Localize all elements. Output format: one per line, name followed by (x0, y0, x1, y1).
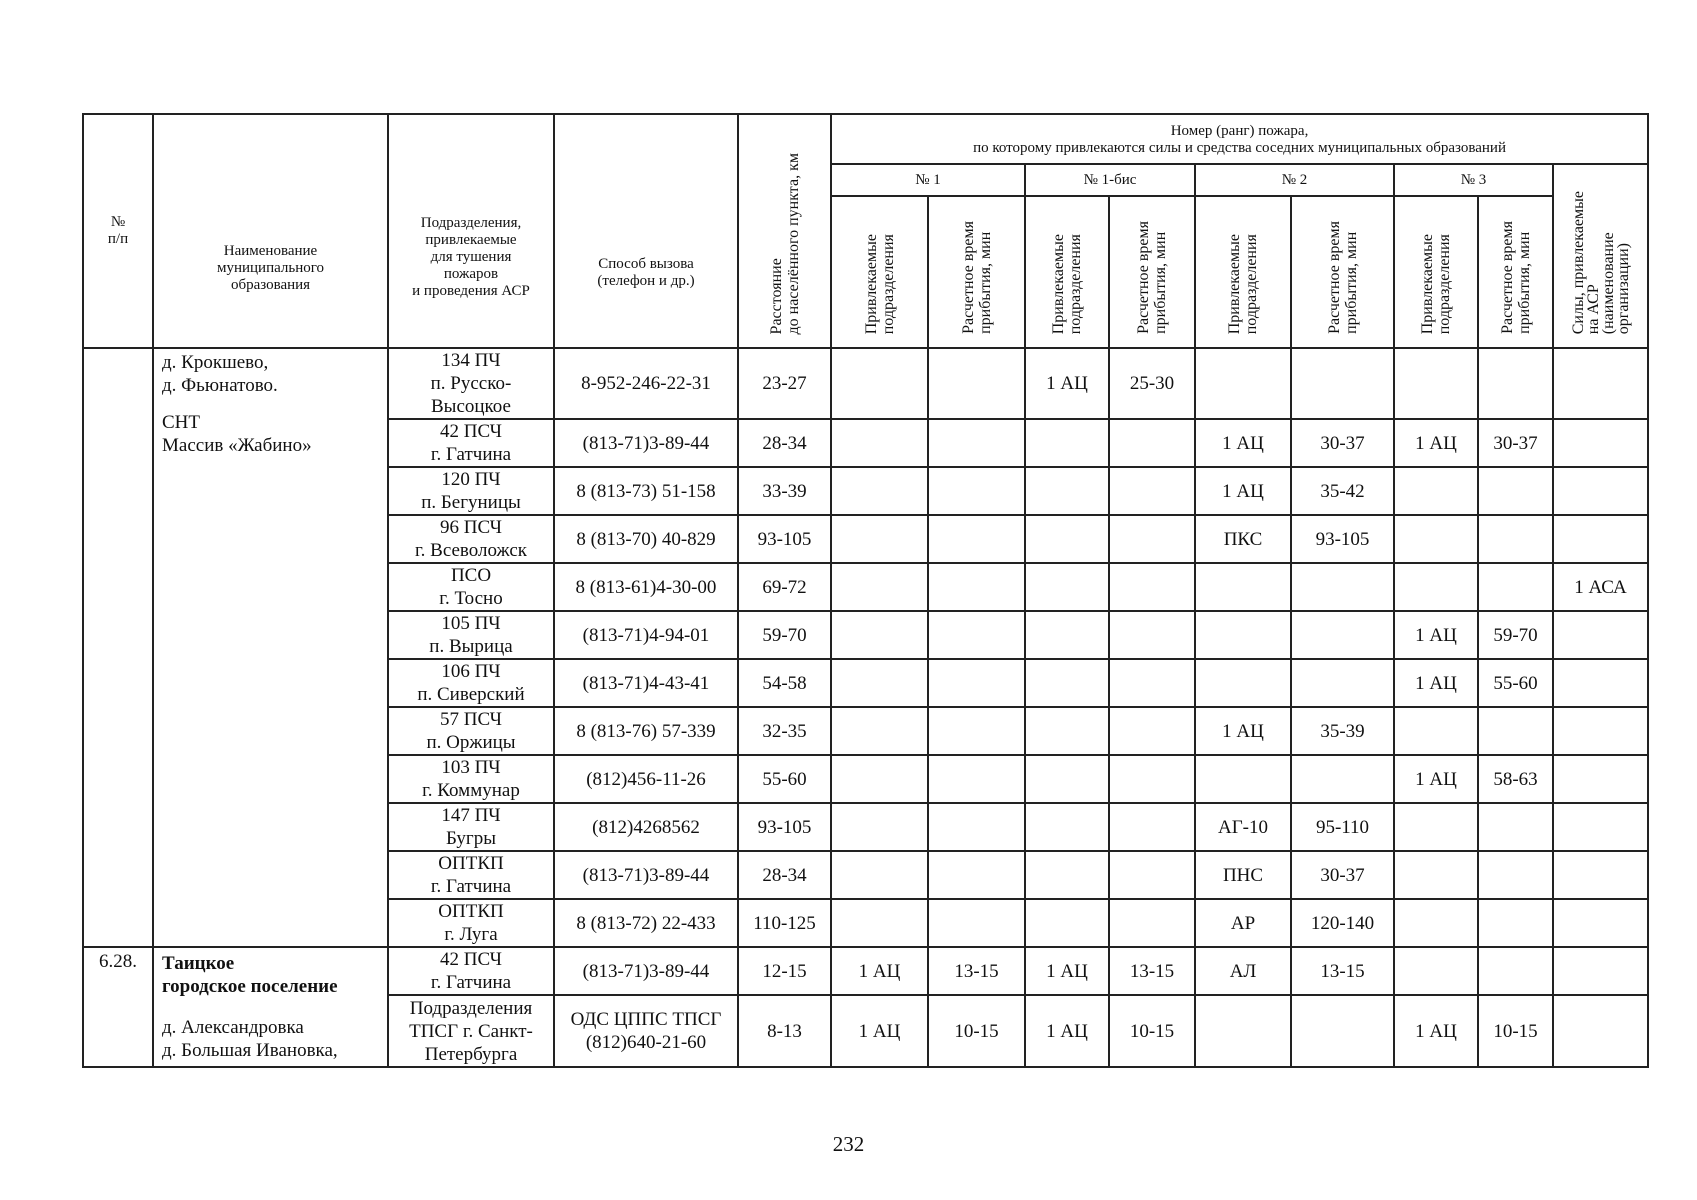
rank2-units-cell: ПКС (1195, 515, 1291, 563)
header-r2-units-label: Привлекаемые подразделения (1226, 233, 1260, 334)
rank1bis-time-cell (1109, 659, 1195, 707)
rank3-units-cell: 1 АЦ (1394, 755, 1478, 803)
header-r1bis-units (1025, 196, 1109, 348)
rank1-units-cell (831, 467, 928, 515)
rank1-units-cell: 1 АЦ (831, 995, 928, 1067)
rank1bis-time-cell (1109, 899, 1195, 947)
rank3-units-cell (1394, 563, 1478, 611)
rank1bis-units-cell (1025, 467, 1109, 515)
snt-name: СНТ Массив «Жабино» (162, 412, 312, 456)
rank2-time-cell: 35-42 (1291, 467, 1394, 515)
rank1-time-cell (928, 515, 1025, 563)
header-rank-2: № 2 (1195, 164, 1394, 196)
rank1-units-cell (831, 515, 928, 563)
rank2-units-cell: 1 АЦ (1195, 419, 1291, 467)
header-r1-units (831, 196, 928, 348)
header-distance-label: Расстояние до населённого пункта, км (767, 152, 802, 334)
asr-cell (1553, 611, 1648, 659)
asr-cell (1553, 851, 1648, 899)
header-asr (1553, 164, 1648, 348)
rank1bis-time-cell (1109, 515, 1195, 563)
rank1bis-time-cell (1109, 803, 1195, 851)
header-r2-time (1291, 196, 1394, 348)
rank1-time-cell (928, 899, 1025, 947)
phone-cell: (813-71)3-89-44 (554, 851, 738, 899)
header-municipality: Наименование муниципального образования (153, 114, 388, 348)
rank1bis-time-cell (1109, 707, 1195, 755)
rank3-time-cell (1478, 563, 1553, 611)
header-rank-title: Номер (ранг) пожара, по которому привлекаются силы и средства соседних муниципальных образований (831, 114, 1648, 164)
rank2-time-cell (1291, 995, 1394, 1067)
rank1bis-time-cell (1109, 563, 1195, 611)
rank1bis-units-cell: 1 АЦ (1025, 995, 1109, 1067)
asr-cell (1553, 803, 1648, 851)
rank1bis-time-cell (1109, 611, 1195, 659)
rank2-time-cell: 120-140 (1291, 899, 1394, 947)
rank1-units-cell (831, 707, 928, 755)
asr-cell (1553, 467, 1648, 515)
rank1-units-cell (831, 563, 928, 611)
rank1bis-units-cell (1025, 419, 1109, 467)
phone-cell: (813-71)3-89-44 (554, 947, 738, 995)
distance-cell: 69-72 (738, 563, 831, 611)
rank3-units-cell: 1 АЦ (1394, 659, 1478, 707)
rank1bis-units-cell (1025, 563, 1109, 611)
rank1-time-cell (928, 419, 1025, 467)
row-number-cell: 6.28. (83, 947, 153, 1067)
asr-cell (1553, 995, 1648, 1067)
rank2-units-cell (1195, 348, 1291, 419)
rank1-time-cell (928, 611, 1025, 659)
distance-cell: 93-105 (738, 515, 831, 563)
unit-cell: 42 ПСЧ г. Гатчина (388, 419, 554, 467)
rank1-units-cell (831, 755, 928, 803)
header-r1-units-label: Привлекаемые подразделения (862, 233, 897, 334)
table-row (83, 947, 1648, 995)
rank1-time-cell (928, 755, 1025, 803)
rank3-time-cell: 58-63 (1478, 755, 1553, 803)
rank2-time-cell: 13-15 (1291, 947, 1394, 995)
header-rank-1bis: № 1-бис (1025, 164, 1195, 196)
unit-cell: Подразделения ТПСГ г. Санкт- Петербурга (388, 995, 554, 1067)
rank3-time-cell: 10-15 (1478, 995, 1553, 1067)
rank1bis-units-cell (1025, 803, 1109, 851)
distance-cell: 55-60 (738, 755, 831, 803)
rank2-time-cell (1291, 659, 1394, 707)
asr-cell (1553, 419, 1648, 467)
rank1-units-cell (831, 851, 928, 899)
rank3-time-cell (1478, 947, 1553, 995)
rank1bis-time-cell: 10-15 (1109, 995, 1195, 1067)
rank3-units-cell (1394, 947, 1478, 995)
rank1bis-units-cell (1025, 851, 1109, 899)
distance-cell: 59-70 (738, 611, 831, 659)
asr-cell: 1 АСА (1553, 563, 1648, 611)
header-r2-time-label: Расчетное время прибытия, мин (1325, 221, 1360, 334)
rank3-time-cell (1478, 467, 1553, 515)
municipality-name: Таицкое городское поселение (162, 953, 338, 997)
phone-cell: 8 (813-76) 57-339 (554, 707, 738, 755)
header-row-number: № п/п (83, 114, 153, 348)
rank1bis-units-cell (1025, 659, 1109, 707)
asr-cell (1553, 659, 1648, 707)
rank2-time-cell (1291, 348, 1394, 419)
rank1-units-cell (831, 659, 928, 707)
rank1-time-cell (928, 659, 1025, 707)
rank2-time-cell: 95-110 (1291, 803, 1394, 851)
unit-cell: 57 ПСЧ п. Оржицы (388, 707, 554, 755)
header-r3-time (1478, 196, 1553, 348)
rank1-time-cell: 13-15 (928, 947, 1025, 995)
rank1bis-time-cell (1109, 755, 1195, 803)
rank1-time-cell (928, 563, 1025, 611)
rank1bis-units-cell (1025, 611, 1109, 659)
rank2-units-cell: ПНС (1195, 851, 1291, 899)
rank1-units-cell: 1 АЦ (831, 947, 928, 995)
table-row (83, 348, 1648, 419)
rank2-units-cell (1195, 611, 1291, 659)
header-rank-3: № 3 (1394, 164, 1553, 196)
phone-cell: 8-952-246-22-31 (554, 348, 738, 419)
rank1bis-units-cell (1025, 515, 1109, 563)
phone-cell: ОДС ЦППС ТПСГ (812)640-21-60 (554, 995, 738, 1067)
rank1bis-units-cell: 1 АЦ (1025, 947, 1109, 995)
rank1bis-time-cell (1109, 851, 1195, 899)
table-header (83, 114, 1648, 348)
unit-cell: ПСО г. Тосно (388, 563, 554, 611)
unit-cell: 96 ПСЧ г. Всеволожск (388, 515, 554, 563)
rank2-units-cell: АЛ (1195, 947, 1291, 995)
rank2-units-cell: 1 АЦ (1195, 707, 1291, 755)
settlement-list: д. Александровка д. Большая Ивановка, (162, 1017, 338, 1061)
unit-cell: ОПТКП г. Луга (388, 899, 554, 947)
rank2-units-cell (1195, 755, 1291, 803)
table-body-group1 (83, 348, 1648, 947)
phone-cell: (812)456-11-26 (554, 755, 738, 803)
distance-cell: 8-13 (738, 995, 831, 1067)
phone-cell: 8 (813-72) 22-433 (554, 899, 738, 947)
spacer (162, 998, 379, 1016)
rank1bis-time-cell: 13-15 (1109, 947, 1195, 995)
header-r1bis-units-label: Привлекаемые подразделения (1050, 233, 1084, 334)
unit-cell: 42 ПСЧ г. Гатчина (388, 947, 554, 995)
fire-forces-table (82, 113, 1649, 1068)
rank1bis-units-cell (1025, 899, 1109, 947)
row-number-cell (83, 348, 153, 947)
rank1bis-units-cell (1025, 707, 1109, 755)
rank2-time-cell: 93-105 (1291, 515, 1394, 563)
rank2-units-cell: АР (1195, 899, 1291, 947)
distance-cell: 54-58 (738, 659, 831, 707)
rank1-units-cell (831, 348, 928, 419)
phone-cell: 8 (813-61)4-30-00 (554, 563, 738, 611)
rank1-time-cell (928, 851, 1025, 899)
asr-cell (1553, 515, 1648, 563)
unit-cell: 103 ПЧ г. Коммунар (388, 755, 554, 803)
rank1bis-units-cell (1025, 755, 1109, 803)
asr-cell (1553, 899, 1648, 947)
distance-cell: 12-15 (738, 947, 831, 995)
asr-cell (1553, 348, 1648, 419)
header-r3-units (1394, 196, 1478, 348)
distance-cell: 33-39 (738, 467, 831, 515)
rank3-time-cell: 30-37 (1478, 419, 1553, 467)
rank1bis-time-cell: 25-30 (1109, 348, 1195, 419)
asr-cell (1553, 755, 1648, 803)
phone-cell: (812)4268562 (554, 803, 738, 851)
settlement-list: д. Крокшево, д. Фьюнатово. (162, 352, 278, 396)
rank1-time-cell (928, 707, 1025, 755)
rank3-time-cell (1478, 899, 1553, 947)
municipality-cell (153, 348, 388, 947)
header-r3-time-label: Расчетное время прибытия, мин (1498, 221, 1533, 334)
header-units: Подразделения, привлекаемые для тушения пожаров и проведения АСР (388, 114, 554, 348)
rank2-time-cell (1291, 755, 1394, 803)
header-r1bis-time (1109, 196, 1195, 348)
unit-cell: 120 ПЧ п. Бегуницы (388, 467, 554, 515)
rank1bis-units-cell: 1 АЦ (1025, 348, 1109, 419)
rank3-time-cell (1478, 348, 1553, 419)
rank2-units-cell (1195, 659, 1291, 707)
rank3-time-cell (1478, 515, 1553, 563)
rank2-units-cell (1195, 995, 1291, 1067)
unit-cell: 134 ПЧ п. Русско- Высоцкое (388, 348, 554, 419)
rank1-units-cell (831, 419, 928, 467)
unit-cell: 105 ПЧ п. Вырица (388, 611, 554, 659)
phone-cell: (813-71)4-43-41 (554, 659, 738, 707)
rank3-units-cell (1394, 515, 1478, 563)
distance-cell: 93-105 (738, 803, 831, 851)
rank1-units-cell (831, 899, 928, 947)
rank3-time-cell: 55-60 (1478, 659, 1553, 707)
rank1-units-cell (831, 803, 928, 851)
rank1bis-time-cell (1109, 419, 1195, 467)
distance-cell: 28-34 (738, 851, 831, 899)
municipality-cell (153, 947, 388, 1067)
page-number: 232 (832, 1132, 865, 1156)
distance-cell: 23-27 (738, 348, 831, 419)
rank2-units-cell: АГ-10 (1195, 803, 1291, 851)
table-body-group2 (83, 947, 1648, 1067)
rank1-time-cell (928, 467, 1025, 515)
rank3-units-cell: 1 АЦ (1394, 419, 1478, 467)
phone-cell: (813-71)4-94-01 (554, 611, 738, 659)
header-distance (738, 114, 831, 348)
header-rank-1: № 1 (831, 164, 1025, 196)
unit-cell: 147 ПЧ Бугры (388, 803, 554, 851)
unit-cell: 106 ПЧ п. Сиверский (388, 659, 554, 707)
rank3-time-cell (1478, 707, 1553, 755)
rank1-time-cell: 10-15 (928, 995, 1025, 1067)
rank3-time-cell (1478, 851, 1553, 899)
rank1-units-cell (831, 611, 928, 659)
rank3-time-cell: 59-70 (1478, 611, 1553, 659)
phone-cell: 8 (813-70) 40-829 (554, 515, 738, 563)
rank3-units-cell (1394, 707, 1478, 755)
rank1bis-time-cell (1109, 467, 1195, 515)
header-asr-label: Силы, привлекаемые на АСР (наименование организации) (1569, 190, 1632, 334)
header-r3-units-label: Привлекаемые подразделения (1419, 233, 1453, 334)
phone-cell: (813-71)3-89-44 (554, 419, 738, 467)
header-r1-time (928, 196, 1025, 348)
rank2-time-cell (1291, 611, 1394, 659)
rank2-units-cell: 1 АЦ (1195, 467, 1291, 515)
document-sheet (82, 113, 1649, 1068)
rank1-time-cell (928, 803, 1025, 851)
rank3-units-cell (1394, 467, 1478, 515)
header-r2-units (1195, 196, 1291, 348)
spacer (162, 397, 379, 411)
rank2-time-cell: 30-37 (1291, 419, 1394, 467)
rank2-units-cell (1195, 563, 1291, 611)
header-call-method: Способ вызова (телефон и др.) (554, 114, 738, 348)
rank3-units-cell: 1 АЦ (1394, 995, 1478, 1067)
rank3-units-cell (1394, 851, 1478, 899)
rank3-time-cell (1478, 803, 1553, 851)
distance-cell: 32-35 (738, 707, 831, 755)
phone-cell: 8 (813-73) 51-158 (554, 467, 738, 515)
asr-cell (1553, 707, 1648, 755)
rank2-time-cell: 35-39 (1291, 707, 1394, 755)
rank3-units-cell: 1 АЦ (1394, 611, 1478, 659)
rank3-units-cell (1394, 899, 1478, 947)
distance-cell: 28-34 (738, 419, 831, 467)
unit-cell: ОПТКП г. Гатчина (388, 851, 554, 899)
rank2-time-cell (1291, 563, 1394, 611)
header-r1bis-time-label: Расчетное время прибытия, мин (1135, 221, 1169, 334)
rank3-units-cell (1394, 803, 1478, 851)
asr-cell (1553, 947, 1648, 995)
header-r1-time-label: Расчетное время прибытия, мин (959, 221, 994, 334)
rank1-time-cell (928, 348, 1025, 419)
distance-cell: 110-125 (738, 899, 831, 947)
rank3-units-cell (1394, 348, 1478, 419)
rank2-time-cell: 30-37 (1291, 851, 1394, 899)
